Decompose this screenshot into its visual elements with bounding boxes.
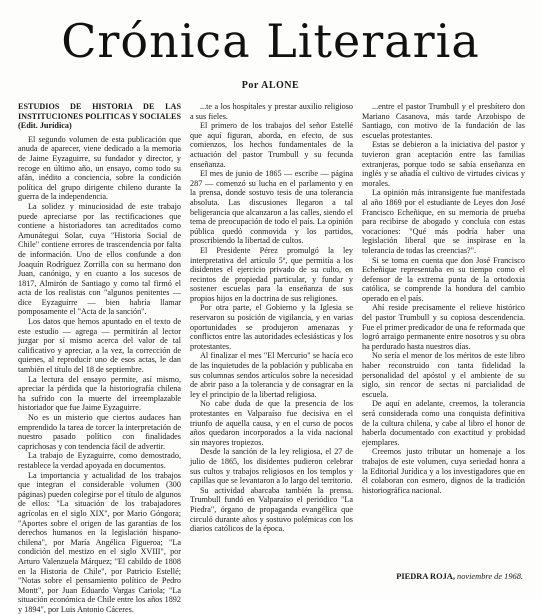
paragraph: La opinión más intransigente fue manifestada al año 1869 por el estudiante de Leyes don José Francisco Echeñique, en su memoria de prueba para recibirse de abogado y concluía con estas vocaciones: "Qué más podría haber una legislación liberal que se inspirase en la tolerancia de todas las creencias?". xyxy=(362,188,525,255)
paragraph: De aquí en adelante, creemos, la tolerancia será considerada como una conquista definitiva de la cultura chilena, y cabe al libro el honor de haberla documentado con exactitud y probidad ejemplares. xyxy=(362,399,525,447)
column-2 xyxy=(190,102,353,570)
paragraph: Al finalizar el mes "El Mercurio" se hacía eco de las inquietudes de la población y publicaba en sus columnas sendos artículos sobre la necesidad de abrir paso a la tolerancia y de consagrar en la ley el principio de la libertad religiosa. xyxy=(190,351,353,399)
paragraph: Estas se debieron a la iniciativa del pastor y tuvieron gran aceptación entre las familias extranjeras, porque todo se sabía enseñanza en inglés y se añadía el cultivo de virtudes cívicas y morales. xyxy=(362,140,525,188)
signature-date: noviembre de 1968. xyxy=(457,572,523,581)
article-title: Crónica Literaria xyxy=(61,14,480,68)
paragraph: Desde la sanción de la ley religiosa, el 27 de julio de 1865, los disidentes pudieron celebrar sus cultos y trabajos religiosos en los templos y capillas que se levantaron a lo largo del territorio. xyxy=(190,447,353,486)
paragraph: El primero de los trabajos del señor Estellé que aquí figuran, aborda, en efecto, de sus comienzos, los hechos fundamentales de la actuación del pastor Trumbull y su fecunda enseñanza. xyxy=(190,121,353,169)
paragraph: Los datos que hemos apuntado en el texto de este estudio — agrega — permitirán al lector juzgar por sí mismo acerca del valor de tal calificativo y apreciar, a la vez, la corrección de quienes, al reproducir uno de esos actas, le dan también el título del 18 de septiembre. xyxy=(18,317,181,375)
column-3 xyxy=(362,102,525,570)
paragraph: La lectura del ensayo permite, así mismo, apreciar la pérdida que la historiografía chilena ha sufrido con la muerte del irreemplazable historiador que fue Jaime Eyzaguirre. xyxy=(18,374,181,413)
column-1 xyxy=(18,102,181,614)
paragraph: El segundo volumen de esta publicación que anuda de aparecer, viene dedicado a la memoria de Jaime Eyzaguirre, su fundador y director, y recoge en último año, un ensayo, como todo su afán, inédito a conciencia, sobre la condición política del grupo dirigente chileno durante la guerra de la independencia. xyxy=(18,134,181,202)
paragraph: No sería el menor de los méritos de este libro haber reconstruido con tanta fidelidad la personalidad del apóstol y el ambiente de su siglo, sin rencor de sectas ni parcialidad de escuela. xyxy=(362,351,525,399)
paragraph: Por otra parte, el Gobierno y la Iglesia se reservaron su posición de vigilancia, y en varias oportunidades se produjeron amenazas y conflictos entre las autoridades eclesiásticas y los protestantes. xyxy=(190,303,353,351)
paragraph: Creemos justo tributar un homenaje a los trabajos de este volumen, cuya seriedad honra a la Editorial Jurídica y a los investigadores que en él colaboran con esmero, dignos de la tradición historiográfica nacional. xyxy=(362,447,525,495)
paragraph: El mes de junio de 1865 — escribe — página 287 — comenzó su lucha en el parlamento y en la prensa, donde sostuvo tesis de una tolerancia absoluta. Las discusiones llegaron a tal beligerancia que alcanzaron a las calles, siendo el tema de preocupación de todo el país. La opinión pública quedó conmovida y los partidos, proscribiendo la libertad de cultos. xyxy=(190,169,353,246)
paragraph: La importancia y actualidad de los trabajos que integran el considerable volumen (300 páginas) pueden colegirse por el título de algunos de ellos: "La situación de los trabajadores agrícolas en el siglo XIX", por Mario Góngora; "Aportes sobre el origen de las garantías de los derechos humanos en la legislación hispano-chilena", por María Angélica Figueroa; "La condición del mestizo en el siglo XVIII", por Arturo Valenzuela Márquez; "El cabildo de 1808 en la Historia de Chile", por Patricio Estellé; "Notas sobre el pensamiento político de Pedro Montt", por Juan Eduardo Vargas Cariola; "La situación económica de Chile entre los años 1892 y 1894", por Luis Antonio Cáceres. xyxy=(18,470,181,614)
signature-place: PIEDRA ROJA, xyxy=(396,572,455,581)
paragraph: No cabe duda de que la presencia de los protestantes en Valparaíso fue decisiva en el triunfo de aquella causa, y en el curso de pocos años quedaron incorporados a la vida nacional sin mayores tropiezos. xyxy=(190,399,353,447)
section-heading: ESTUDIOS DE HISTORIA DE LAS INSTITUCIONES POLITICAS Y SOCIALES (Edit. Jurídica) xyxy=(18,102,181,131)
author-name: ALONE xyxy=(261,80,300,91)
paragraph: Ahí reside precisamente el relieve histórico del pastor Trumbull y su copiosa descendencia. Fue el primer predicador de una fe reformada que logró arraigo permanente entre nosotros y su obra ha perdurado hasta nuestros días. xyxy=(362,303,526,351)
paragraph: Su actividad abarcaba también la prensa. Trumbull fundó en Valparaíso el periódico "La Piedra", órgano de propaganda evangélica que circuló durante años y sostuvo polémicas con los diarios católicos de la época. xyxy=(190,485,353,534)
paragraph: ...te a los hospitales y prestar auxilio religioso a sus fieles. xyxy=(190,102,353,121)
paragraph: Si se toma en cuenta que don José Francisco Echeñique representaba en su tiempo como el defensor de la extrema punta de la ortodoxia católica, se comprende la hondura del cambio operado en el país. xyxy=(362,255,525,303)
paragraph: No es un misterio que ciertos audaces han emprendido la tarea de torcer la interpretación de nuestro pasado político con finalidades caprichosas y con tendencia fácil de advertir. xyxy=(18,413,181,451)
paragraph: El Presidente Pérez promulgó la ley interpretativa del artículo 5º, que permitía a los disidentes el ejercicio privado de su culto, en recintos de propiedad particular, y fundar y sostener escuelas para la enseñanza de sus propios hijos en la doctrina de sus religiones. xyxy=(190,245,353,303)
paragraph: La trabajo de Eyzaguirre, como demostrado, restablece la verdad apoyada en documentos. xyxy=(18,451,181,470)
paragraph: ...entre el pastor Trumbull y el presbítero don Mariano Casanova, más tarde Arzobispo de Santiago, con motivo de la fundación de las escuelas protestantes. xyxy=(362,102,525,140)
signature xyxy=(396,572,523,581)
byline xyxy=(0,80,541,91)
byline-prefix: Por xyxy=(241,80,259,91)
paragraph: La solidez y minuciosidad de este trabajo puede apreciarse por las rectificaciones que contiene a historiadores tan acreditados como Amunátegui Solar, cuya "Historia Social de Chile" contiene errores de trascendencia por falta de información. Uno de ellos confunde a don Joaquín Rodríguez Zorrilla con su hermano don Juan, canónigo, y en cuanto a los sucesos de 1817, Almirón de Santiago y como tal firmó el acta de los realistas con "algunos penitentes — dice Eyzaguirre — bien habría llamar pomposamente el "Acta de la sanción". xyxy=(18,201,181,317)
